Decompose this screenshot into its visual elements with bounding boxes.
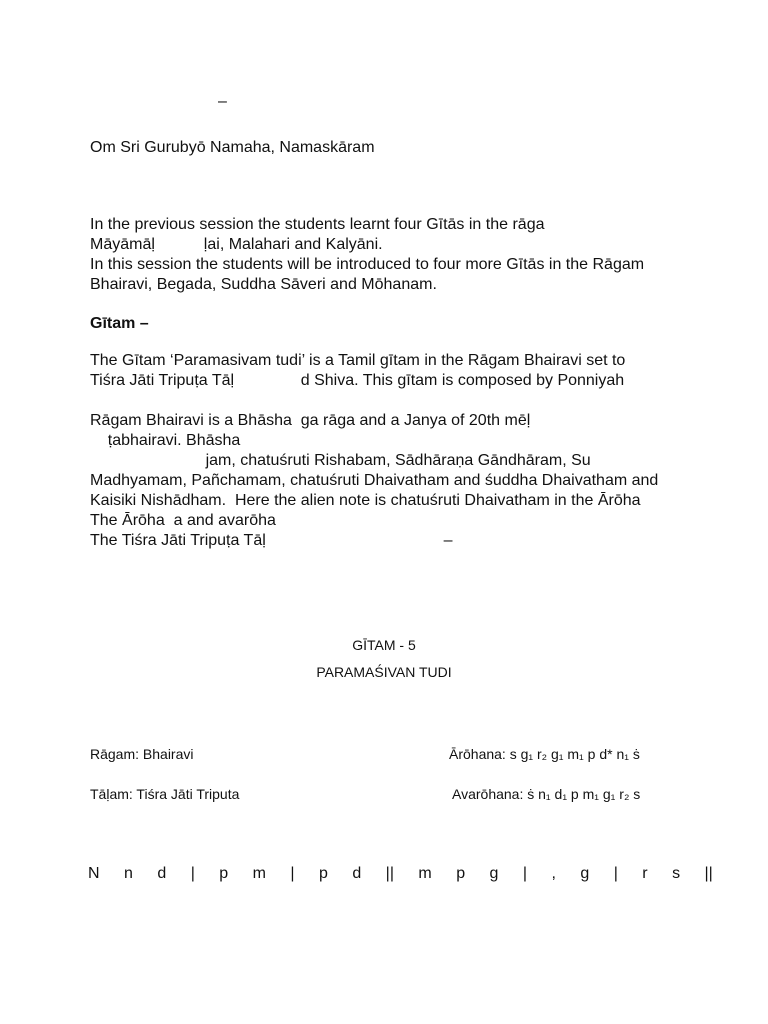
notation-symbol: | <box>190 865 195 882</box>
notation-symbol: p <box>318 865 328 882</box>
notation-symbol: | <box>522 865 528 882</box>
gitam-heading: Gītam – <box>90 315 149 332</box>
arohana-label: Ārōhana: s g₁ r₂ g₁ m₁ p d* n₁ ṡ <box>449 746 640 762</box>
top-dash: – <box>218 93 227 110</box>
notation-symbol: n <box>124 865 133 882</box>
notation-symbol: s <box>672 865 681 882</box>
avarohana-label: Avarōhana: ṡ n₁ d₁ p m₁ g₁ r₂ s <box>452 786 641 802</box>
description-line: The Gītam ‘Paramasivam tudi’ is a Tamil gītam in the Rāgam Bhairavi set to <box>90 352 626 369</box>
raga-line: Madhyamam, Pañchamam, chatuśruti Dhaivatham and śuddha Dhaivatham and <box>90 472 659 489</box>
notation-symbol: | <box>290 865 295 882</box>
intro-line: Māyāmāḷ ḷai, Malahari and Kalyāni. <box>90 236 383 253</box>
notation-symbol: N <box>88 865 100 882</box>
raga-line: jam, chatuśruti Rishabam, Sādhāraṇa Gāndhāram, Su <box>90 452 591 469</box>
notation-symbol: p <box>219 865 229 882</box>
talam-label: Tāḷam: Tiśra Jāti Triputa <box>90 786 240 802</box>
notation-symbol: d <box>157 865 167 882</box>
raga-line: Kaisiki Nishādham. Here the alien note is chatuśruti Dhaivatham in the Ārōha <box>90 492 641 509</box>
notation-symbol: p <box>456 865 466 882</box>
notation-symbol: r <box>642 865 648 882</box>
ragam-label: Rāgam: Bhairavi <box>90 746 194 762</box>
song-subtitle: PARAMAŚIVAN TUDI <box>316 664 452 680</box>
notation-symbol: g <box>489 865 499 882</box>
description-line: Tiśra Jāti Tripuṭa Tāḷ d Shiva. This gītam is composed by Ponniyah <box>90 372 625 389</box>
song-title: GĪTAM - 5 <box>352 637 416 653</box>
notation-symbol: g <box>580 865 590 882</box>
notation-symbol: m <box>252 865 266 882</box>
notation-row <box>88 864 713 884</box>
salutation: Om Sri Gurubyō Namaha, Namaskāram <box>90 139 375 156</box>
notation-symbol: , <box>551 865 556 882</box>
notation-symbol: || <box>385 865 394 882</box>
notation-symbol: m <box>418 865 432 882</box>
intro-line: Bhairavi, Begada, Suddha Sāveri and Mōhanam. <box>90 276 437 293</box>
notation-symbol: || <box>704 865 713 882</box>
notation-symbol: | <box>613 865 618 882</box>
raga-line: The Tiśra Jāti Tripuṭa Tāḷ – <box>90 532 453 549</box>
raga-line: Rāgam Bhairavi is a Bhāsha ga rāga and a Janya of 20th mēḷ <box>90 412 531 429</box>
intro-line: In the previous session the students learnt four Gītās in the rāga <box>90 216 545 233</box>
notation-symbol: d <box>352 865 362 882</box>
raga-line: The Ārōha a and avarōha <box>90 512 276 529</box>
intro-line: In this session the students will be introduced to four more Gītās in the Rāgam <box>90 256 645 273</box>
raga-line: ṭabhairavi. Bhāsha <box>90 432 241 449</box>
